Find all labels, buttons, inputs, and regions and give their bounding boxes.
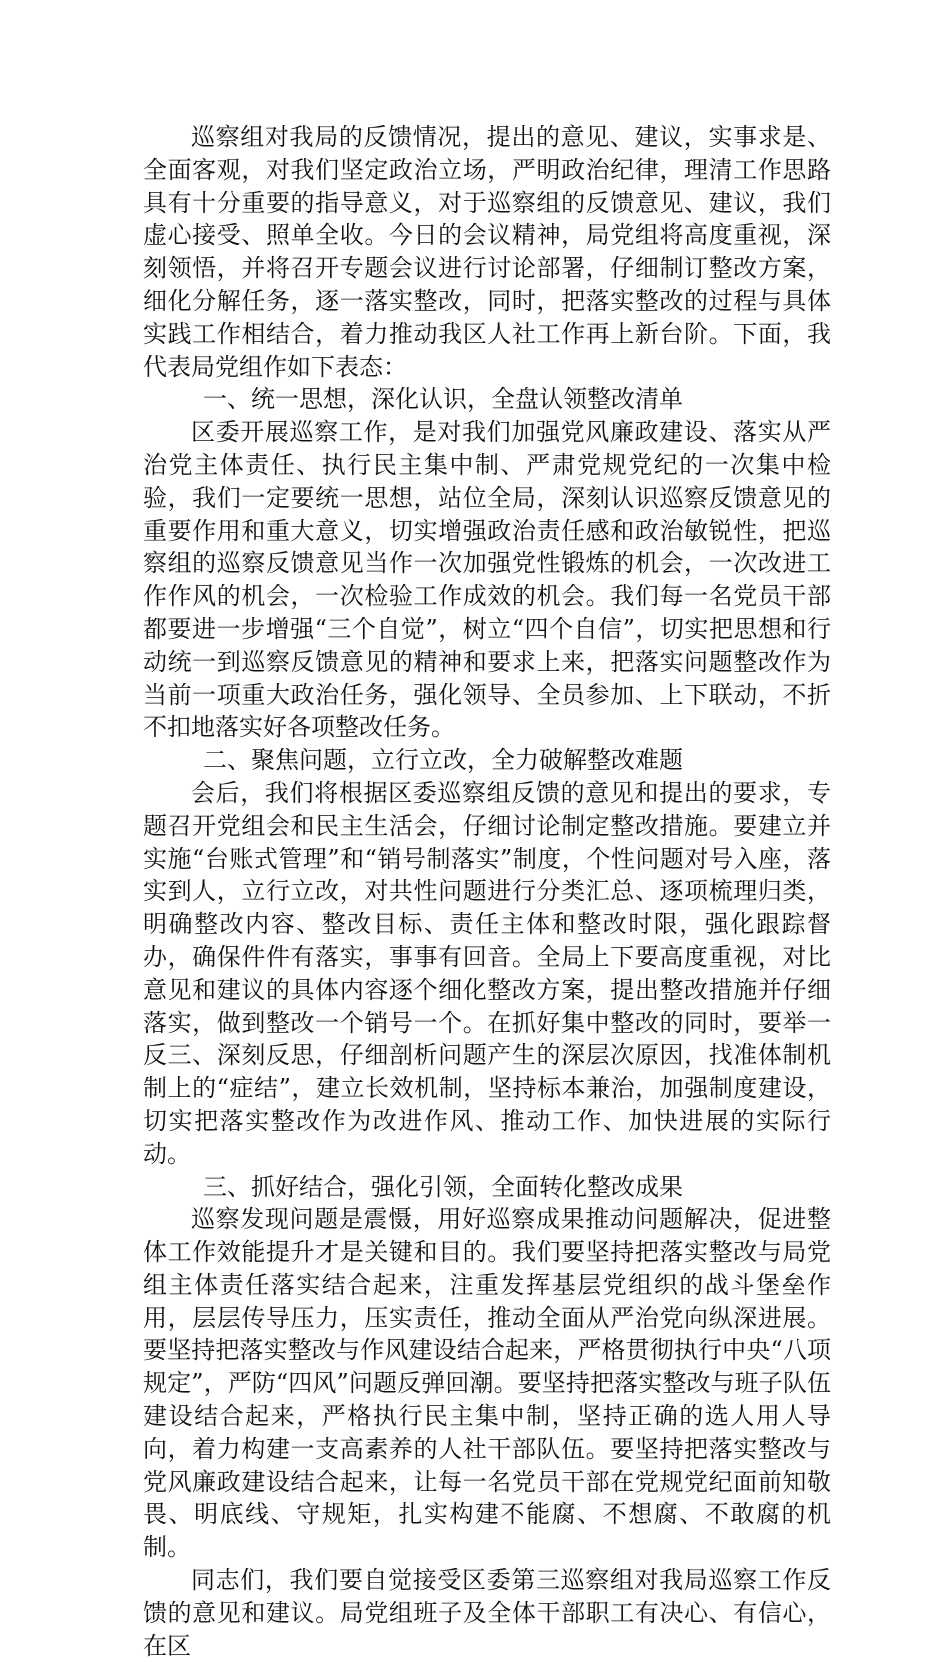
section-heading-2: 二、聚焦问题，立行立改，全力破解整改难题	[203, 746, 683, 775]
section-heading-3: 三、抓好结合，强化引领，全面转化整改成果	[203, 1172, 683, 1201]
section-body-1: 区委开展巡察工作，是对我们加强党风廉政建设、落实从严治党主体责任、执行民主集中制、严肃党规党纪的一次集中检验，我们一定要统一思想，站位全局，深刻认识巡察反馈意见的重要作用和重大意义，切实增强政治责任感和政治敏锐性，把巡察组的巡察反馈意见当作一次加强党性锻炼的机会，一次改进工作作风的机会，一次检验工作成效的机会。我们每一名党员干部都要进一步增强“三个自觉”，树立“四个自信”，切实把思想和行动统一到巡察反馈意见的精神和要求上来，把落实问题整改作为当前一项重大政治任务，强化领导、全员参加、上下联动，不折不扣地落实好各项整改任务。	[143, 418, 831, 742]
document-page	[143, 121, 831, 1662]
section-heading-1: 一、统一思想，深化认识，全盘认领整改清单	[203, 385, 683, 414]
intro-paragraph: 巡察组对我局的反馈情况，提出的意见、建议，实事求是、全面客观，对我们坚定政治立场，严明政治纪律，理清工作思路具有十分重要的指导意义，对于巡察组的反馈意见、建议，我们虚心接受、照单全收。今日的会议精神，局党组将高度重视，深刻领悟，并将召开专题会议进行讨论部署，仔细制订整改方案，细化分解任务，逐一落实整改，同时，把落实整改的过程与具体实践工作相结合，着力推动我区人社工作再上新台阶。下面，我代表局党组作如下表态：	[143, 123, 831, 381]
section-body-2: 会后，我们将根据区委巡察组反馈的意见和提出的要求，专题召开党组会和民主生活会，仔细讨论制定整改措施。要建立并实施“台账式管理”和“销号制落实”制度，个性问题对号入座，落实到人，立行立改，对共性问题进行分类汇总、逐项梳理归类，明确整改内容、整改目标、责任主体和整改时限，强化跟踪督办，确保件件有落实，事事有回音。全局上下要高度重视，对比意见和建议的具体内容逐个细化整改方案，提出整改措施并仔细落实，做到整改一个销号一个。在抓好集中整改的同时，要举一反三、深刻反思，仔细剖析问题产生的深层次原因，找准体制机制上的“症结”，建立长效机制，坚持标本兼治，加强制度建设，切实把落实整改作为改进作风、推动工作、加快进展的实际行动。	[143, 778, 831, 1168]
section-body-3: 巡察发现问题是震慑，用好巡察成果推动问题解决，促进整体工作效能提升才是关键和目的。我们要坚持把落实整改与局党组主体责任落实结合起来，注重发挥基层党组织的战斗堡垒作用，层层传导压力，压实责任，推动全面从严治党向纵深进展。要坚持把落实整改与作风建设结合起来，严格贯彻执行中央“八项规定”，严防“四风”问题反弹回潮。要坚持把落实整改与班子队伍建设结合起来，严格执行民主集中制，坚持正确的选人用人导向，着力构建一支高素养的人社干部队伍。要坚持把落实整改与党风廉政建设结合起来，让每一名党员干部在党规党纪面前知敬畏、明底线、守规矩，扎实构建不能腐、不想腐、不敢腐的机制。	[143, 1205, 831, 1562]
closing-paragraph: 同志们，我们要自觉接受区委第三巡察组对我局巡察工作反馈的意见和建议。局党组班子及全体干部职工有决心、有信心，在区	[143, 1566, 831, 1660]
